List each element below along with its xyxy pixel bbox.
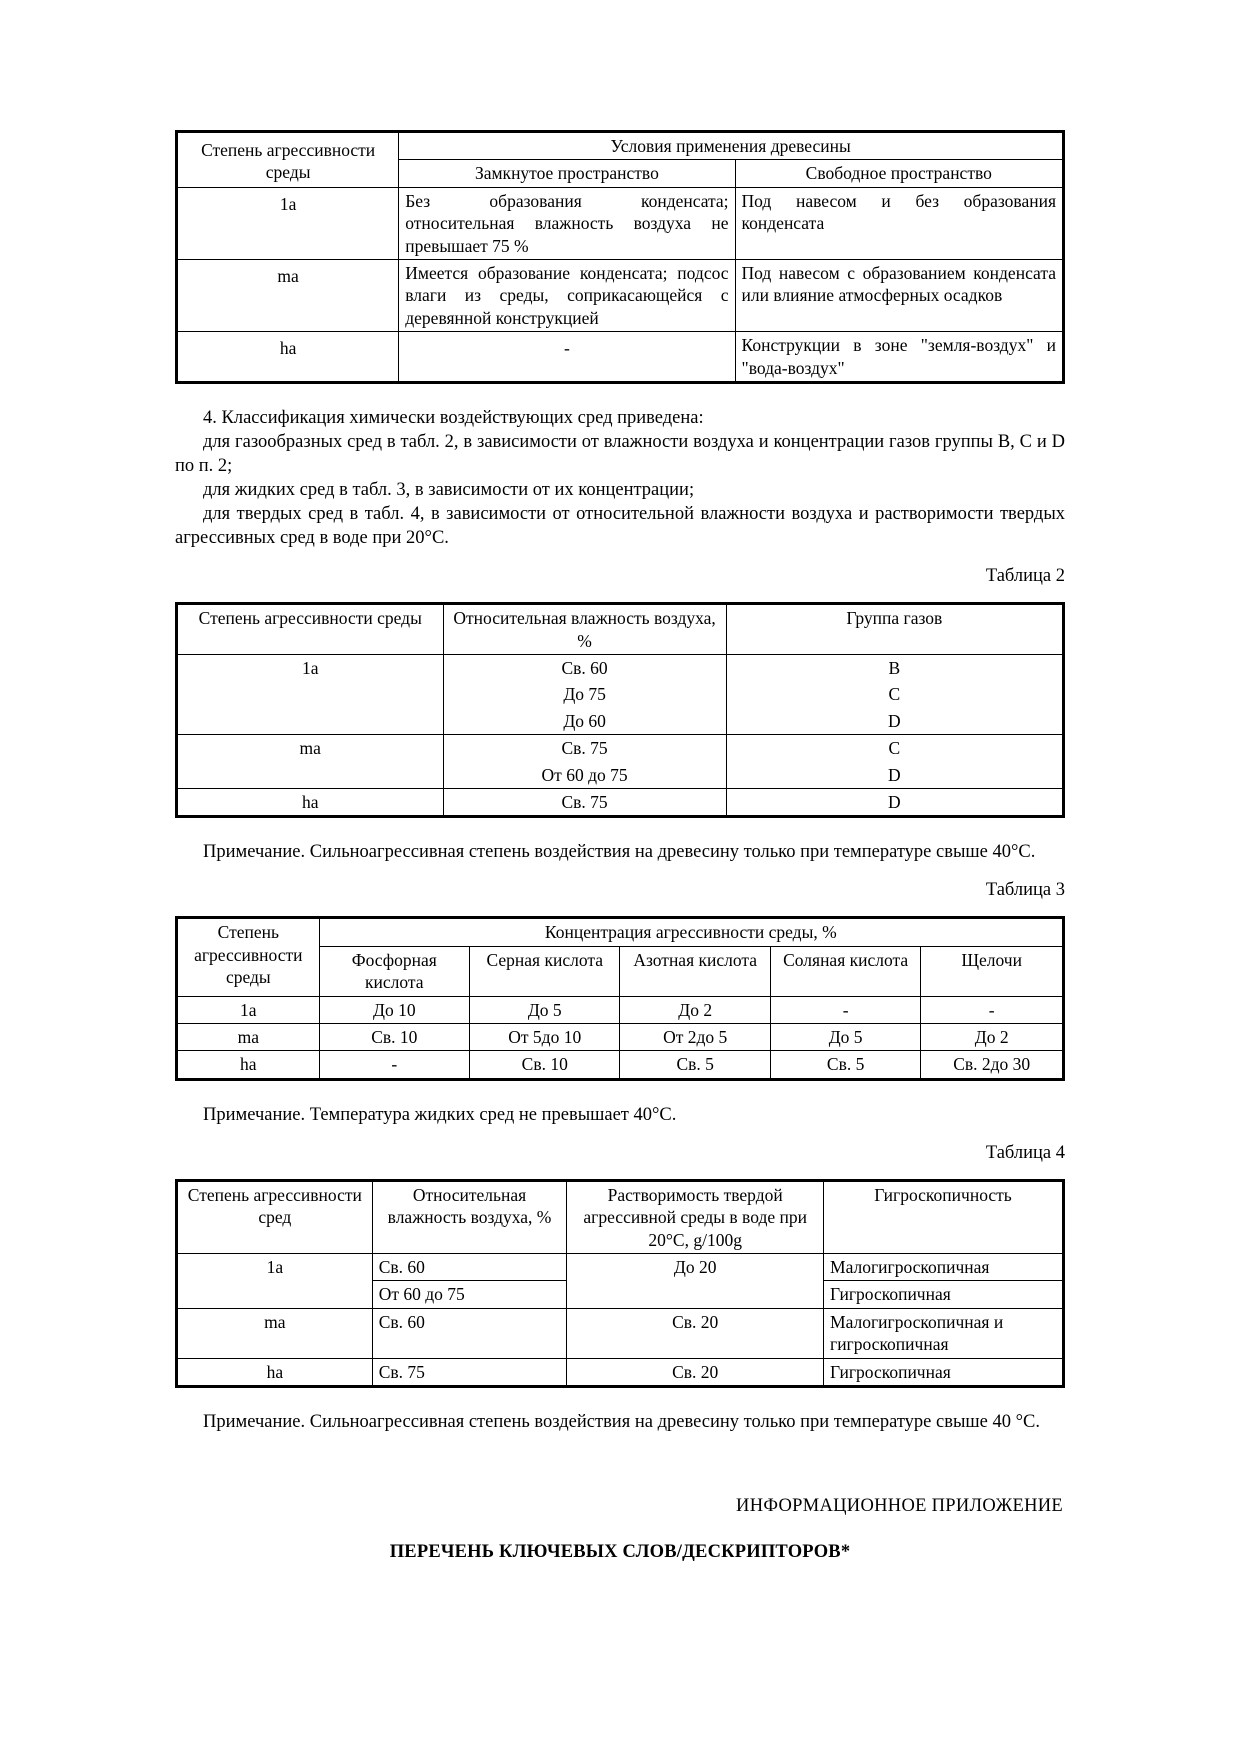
table2-header-humidity: Относительная влажность воздуха, % — [443, 605, 726, 655]
table1-enclosed: Имеется образование конденсата; подсос влаги из среды, соприкасающейся с деревянной конструкцией — [399, 259, 735, 331]
appendix-heading: ИНФОРМАЦИОННОЕ ПРИЛОЖЕНИЕ — [736, 1496, 1063, 1517]
table2-gas: D — [726, 708, 1062, 735]
table1-degree: ha — [178, 332, 399, 382]
table4-degree: ma — [178, 1308, 373, 1358]
table4-degree: ha — [178, 1358, 373, 1385]
table3-cell: - — [921, 996, 1063, 1023]
table2-humidity: Св. 75 — [443, 735, 726, 762]
table-4-label: Таблица 4 — [985, 1142, 1065, 1163]
table1-header-degree: Степень агрессивности среды — [178, 133, 399, 188]
table-1 — [175, 130, 1065, 384]
table-row — [178, 1181, 1063, 1253]
table-row — [178, 919, 1063, 946]
table4-humidity: Св. 60 — [372, 1254, 567, 1281]
keywords-heading: ПЕРЕЧЕНЬ КЛЮЧЕВЫХ СЛОВ/ДЕСКРИПТОРОВ* — [389, 1542, 851, 1563]
table3-header-nitric: Азотная кислота — [620, 946, 770, 996]
table-row — [178, 259, 1063, 331]
table1-header-conditions: Условия применения древесины — [399, 133, 1063, 160]
table-3-label: Таблица 3 — [985, 880, 1065, 901]
paragraph-solid: для твердых сред в табл. 4, в зависимости от относительной влажности воздуха и растворимости твердых агрессивных сред в воде при 20°С. — [175, 504, 1065, 549]
table1-degree: 1а — [178, 187, 399, 259]
table-row — [178, 187, 1063, 259]
table4-hygro: Малогигроскопичная — [824, 1254, 1063, 1281]
table3-cell: Св. 2до 30 — [921, 1051, 1063, 1078]
table2-gas: В — [726, 655, 1062, 682]
note-1: Примечание. Сильноагрессивная степень воздействия на древесину только при температуре свыше 40°С. — [203, 842, 1036, 863]
table4-solubility: До 20 — [567, 1254, 824, 1309]
table2-header-gas: Группа газов — [726, 605, 1062, 655]
table2-header-degree: Степень агрессивности среды — [178, 605, 444, 655]
table-row — [178, 1308, 1063, 1358]
table2-gas: D — [726, 762, 1062, 789]
table3-cell: До 5 — [470, 996, 620, 1023]
table2-humidity: Св. 60 — [443, 655, 726, 682]
note-3: Примечание. Сильноагрессивная степень воздействия на древесину только при температуре свыше 40 °С. — [203, 1412, 1040, 1433]
table2-humidity: Св. 75 — [443, 788, 726, 815]
table-row — [178, 133, 1063, 160]
table-2-label: Таблица 2 — [985, 566, 1065, 587]
table4-humidity: Св. 75 — [372, 1358, 567, 1385]
paragraph-liquid: для жидких сред в табл. 3, в зависимости от их концентрации; — [203, 480, 695, 501]
paragraph-gas: для газообразных сред в табл. 2, в зависимости от влажности воздуха и концентрации газов группы В, С и D по п. 2; — [175, 431, 1065, 476]
table-4 — [175, 1179, 1065, 1388]
table2-gas: С — [726, 681, 1062, 707]
table4-humidity: Св. 60 — [372, 1308, 567, 1358]
table4-hygro: Малогигроскопичная и гигроскопичная — [824, 1308, 1063, 1358]
table-row — [178, 788, 1063, 815]
table3-cell: От 5до 10 — [470, 1024, 620, 1051]
table3-cell: От 2до 5 — [620, 1024, 770, 1051]
table2-humidity: От 60 до 75 — [443, 762, 726, 789]
table-row — [178, 996, 1063, 1023]
table-row — [178, 1254, 1063, 1281]
table1-free: Конструкции в зоне "земля-воздух" и "вода-воздух" — [735, 332, 1062, 382]
table1-degree: ma — [178, 259, 399, 331]
table4-humidity: От 60 до 75 — [372, 1281, 567, 1308]
table3-cell: До 2 — [620, 996, 770, 1023]
table4-solubility: Св. 20 — [567, 1358, 824, 1385]
table3-cell: Св. 5 — [620, 1051, 770, 1078]
table3-header-degree: Степень агрессивности среды — [178, 919, 320, 996]
table2-degree: ha — [178, 788, 444, 815]
table3-degree: 1а — [178, 996, 320, 1023]
table-3 — [175, 916, 1065, 1080]
table4-hygro: Гигроскопичная — [824, 1281, 1063, 1308]
table3-degree: ma — [178, 1024, 320, 1051]
table-row — [178, 1051, 1063, 1078]
table3-header-hydrochloric: Соляная кислота — [770, 946, 920, 996]
note-2: Примечание. Температура жидких сред не превышает 40°С. — [203, 1104, 677, 1125]
paragraph-4: 4. Классификация химически воздействующих сред приведена: — [203, 407, 704, 428]
table1-header-enclosed: Замкнутое пространство — [399, 160, 735, 187]
table4-hygro: Гигроскопичная — [824, 1358, 1063, 1385]
table1-free: Под навесом с образованием конденсата или влияние атмосферных осадков — [735, 259, 1062, 331]
table4-header-hygroscopicity: Гигроскопичность — [824, 1181, 1063, 1253]
table3-cell: Св. 5 — [770, 1051, 920, 1078]
table-2 — [175, 602, 1065, 818]
table1-enclosed: - — [399, 332, 735, 382]
table4-header-humidity: Относительная влажность воздуха, % — [372, 1181, 567, 1253]
table2-humidity: До 75 — [443, 681, 726, 707]
table3-header-sulfuric: Серная кислота — [470, 946, 620, 996]
table2-degree: ma — [178, 735, 444, 789]
table3-header-phosphoric: Фосфорная кислота — [319, 946, 469, 996]
table4-degree: 1а — [178, 1254, 373, 1309]
table4-header-degree: Степень агрессивности сред — [178, 1181, 373, 1253]
table1-enclosed: Без образования конденсата; относительная влажность воздуха не превышает 75 % — [399, 187, 735, 259]
table3-cell: До 2 — [921, 1024, 1063, 1051]
table3-header-alkali: Щелочи — [921, 946, 1063, 996]
table-row — [178, 735, 1063, 762]
table3-cell: Св. 10 — [470, 1051, 620, 1078]
table4-solubility: Св. 20 — [567, 1308, 824, 1358]
table3-cell: До 10 — [319, 996, 469, 1023]
table3-cell: - — [770, 996, 920, 1023]
table2-gas: С — [726, 735, 1062, 762]
table1-header-free: Свободное пространство — [735, 160, 1062, 187]
table-row — [178, 1358, 1063, 1385]
table3-cell: - — [319, 1051, 469, 1078]
table3-cell: Св. 10 — [319, 1024, 469, 1051]
table3-header-concentration: Концентрация агрессивности среды, % — [319, 919, 1062, 946]
table2-gas: D — [726, 788, 1062, 815]
table-row — [178, 1024, 1063, 1051]
table2-humidity: До 60 — [443, 708, 726, 735]
table2-degree: 1а — [178, 655, 444, 735]
table4-header-solubility: Растворимость твердой агрессивной среды в воде при 20°С, g/100g — [567, 1181, 824, 1253]
table-row — [178, 655, 1063, 682]
table-row — [178, 332, 1063, 382]
table3-cell: До 5 — [770, 1024, 920, 1051]
table1-free: Под навесом и без образования конденсата — [735, 187, 1062, 259]
table-row — [178, 605, 1063, 655]
table3-degree: ha — [178, 1051, 320, 1078]
